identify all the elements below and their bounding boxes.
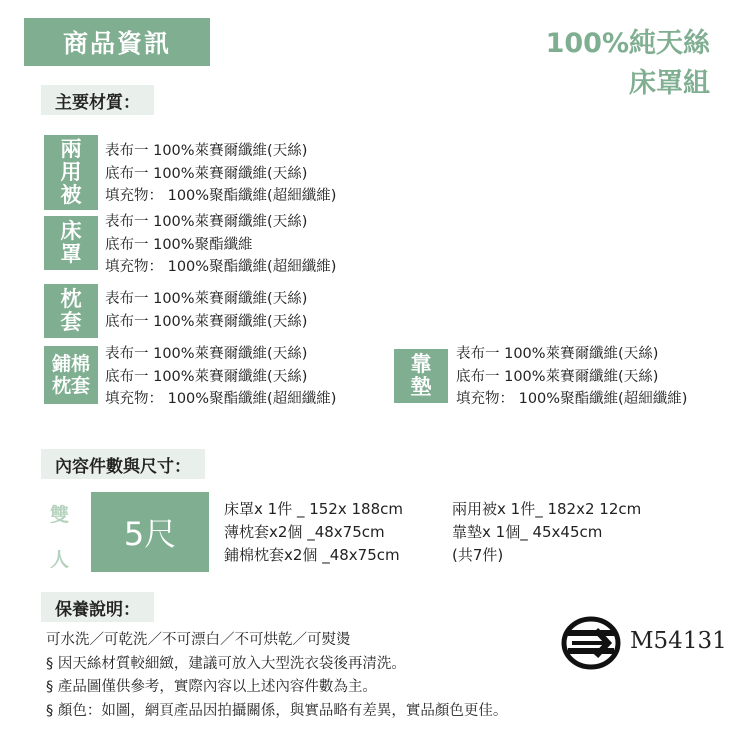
size-category-char: 人: [50, 549, 70, 571]
material-name-duvet: [44, 135, 98, 210]
spec-line: 表布一 100%萊賽爾纖維(天絲): [105, 143, 308, 159]
size-category-char: 雙: [50, 504, 70, 526]
material-specs-bedspread: [105, 211, 336, 279]
size-badge: 5尺: [91, 492, 209, 572]
material-name-cushion: [394, 349, 448, 403]
content-line: 靠墊x 1個_ 45x45cm: [452, 523, 603, 541]
material-specs-duvet: [105, 140, 336, 208]
material-specs-cushion: [456, 343, 687, 411]
spec-line: 填充物： 100%聚酯纖維(超細纖維): [105, 259, 337, 275]
material-name-char: 靠: [410, 352, 432, 376]
materials-heading: 主要材質：: [41, 85, 154, 115]
care-line: § 產品圖僅供參考，實際內容以上述內容件數為主。: [46, 679, 377, 695]
spec-line: 底布一 100%萊賽爾纖維(天絲): [105, 313, 308, 330]
material-specs-pillowcase: [105, 288, 307, 333]
spec-line: 底布一 100%萊賽爾纖維(天絲): [105, 368, 308, 385]
material-name-bedspread: [44, 216, 98, 270]
material-name-char: 罩: [60, 242, 82, 266]
material-specs-quilted-pillowcase: [105, 343, 336, 411]
contents-column-2: [452, 498, 641, 567]
content-line: 鋪棉枕套x2個 _48x75cm: [224, 546, 400, 564]
material-name-quilted-pillowcase: [44, 346, 98, 404]
material-name-char: 床: [60, 219, 82, 243]
material-name-char: 枕: [60, 287, 82, 311]
material-name-char: 用: [60, 160, 82, 184]
material-name-pillowcase: [44, 284, 98, 338]
spec-line: 底布一 100%聚酯纖維: [105, 236, 253, 253]
spec-line: 填充物： 100%聚酯纖維(超細纖維): [105, 391, 337, 407]
care-line: 可水洗／可乾洗／不可漂白／不可烘乾／可熨燙: [46, 632, 351, 648]
bsmi-certification-icon: [560, 615, 622, 671]
product-title: [546, 24, 710, 104]
section-title: 商品資訊: [24, 18, 210, 66]
material-name-line: 枕套: [51, 375, 90, 397]
spec-line: 表布一 100%萊賽爾纖維(天絲): [105, 291, 308, 307]
product-title-line2: 床罩組: [629, 68, 710, 99]
spec-line: 表布一 100%萊賽爾纖維(天絲): [105, 214, 308, 230]
spec-line: 填充物： 100%聚酯纖維(超細纖維): [456, 391, 688, 407]
material-name-line: 鋪棉: [51, 353, 90, 375]
care-instructions: [46, 629, 507, 723]
material-name-char: 墊: [410, 375, 432, 399]
care-heading: 保養說明：: [41, 592, 154, 622]
spec-line: 表布一 100%萊賽爾纖維(天絲): [105, 346, 308, 362]
material-name-char: 套: [60, 310, 82, 334]
spec-line: 底布一 100%萊賽爾纖維(天絲): [456, 368, 659, 385]
spec-line: 底布一 100%萊賽爾纖維(天絲): [105, 165, 308, 182]
spec-line: 填充物： 100%聚酯纖維(超細纖維): [105, 188, 337, 204]
product-title-line1: 100%純天絲: [545, 28, 710, 59]
spec-line: 表布一 100%萊賽爾纖維(天絲): [456, 346, 659, 362]
material-name-char: 兩: [60, 137, 82, 161]
care-line: § 因天絲材質較細緻，建議可放入大型洗衣袋後再清洗。: [46, 655, 406, 672]
certification-code: M54131: [630, 628, 727, 654]
content-line: 床罩x 1件 _ 152x 188cm: [224, 500, 403, 518]
contents-heading: 內容件數與尺寸：: [41, 449, 205, 479]
material-name-char: 被: [60, 183, 82, 207]
content-line: 兩用被x 1件_ 182x2 12cm: [452, 500, 642, 518]
content-line: 薄枕套x2個 _48x75cm: [224, 523, 385, 541]
care-line: § 顏色：如圖，網頁產品因拍攝關係，與實品略有差異，實品顏色更佳。: [46, 702, 508, 719]
contents-column-1: [224, 498, 403, 567]
content-line: (共7件): [452, 546, 504, 564]
